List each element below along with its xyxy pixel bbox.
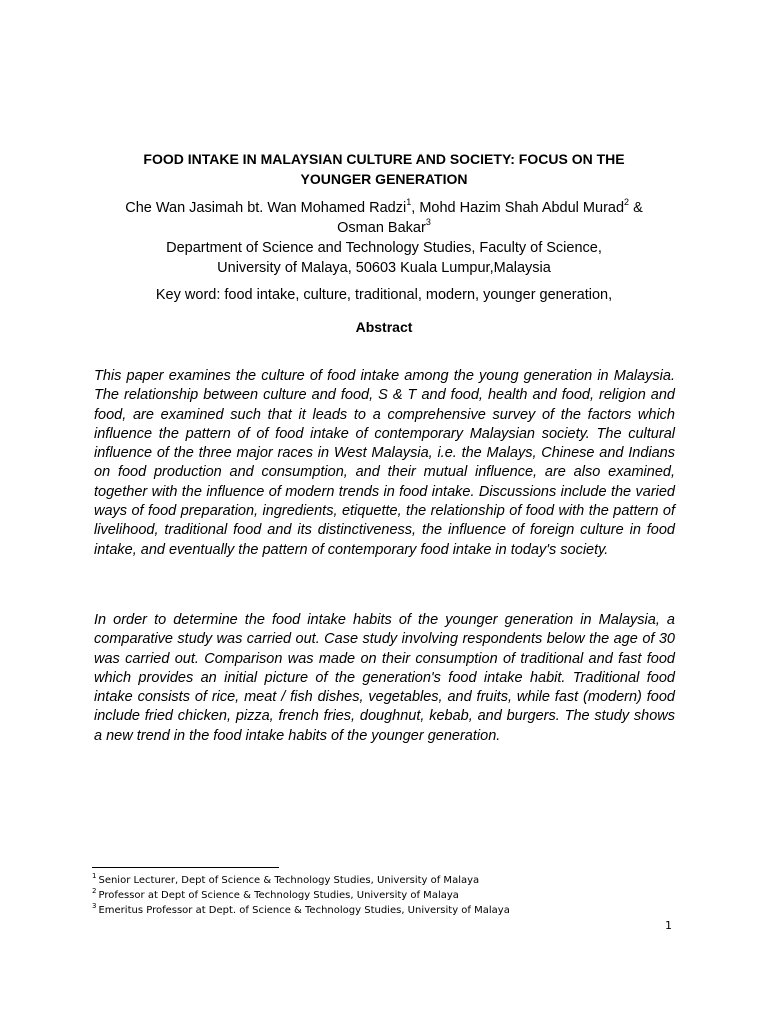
keywords: Key word: food intake, culture, traditional, modern, younger generation, (155, 287, 613, 303)
footnote-mark: 2 (92, 886, 97, 895)
author-line-2 (94, 218, 674, 238)
footnotes (92, 873, 692, 918)
author-block (94, 198, 674, 278)
footnote-1 (92, 873, 692, 888)
footnote-text: Emeritus Professor at Dept. of Science & Technology Studies, University of Malaya (98, 905, 510, 916)
title-line-2: YOUNGER GENERATION (300, 171, 468, 187)
author-2-name: Mohd Hazim Shah Abdul Murad (419, 200, 625, 216)
author-3-mark: 3 (425, 217, 431, 228)
affiliation-line-1: Department of Science and Technology Studies, Faculty of Science, (166, 240, 602, 256)
author-2-mark: 2 (624, 197, 630, 208)
footnote-3 (92, 903, 692, 918)
affiliation-line-2: University of Malaya, 50603 Kuala Lumpur,Malaysia (217, 260, 551, 276)
author-1-mark: 1 (406, 197, 412, 208)
page-number: 1 (665, 919, 672, 932)
author-separator-1: , (411, 200, 420, 216)
footnote-divider (92, 867, 279, 868)
paper-title (94, 149, 674, 189)
footnote-mark: 1 (92, 871, 97, 880)
author-3-name: Osman Bakar (337, 220, 426, 236)
author-1-name: Che Wan Jasimah bt. Wan Mohamed Radzi (125, 200, 407, 216)
abstract-paragraph-1: This paper examines the culture of food intake among the young generation in Malaysia. The relationship between culture and food, S & T and food, health and food, religion and food, are examined such that it leads to a comprehensive survey of the factors which influence the pattern of of food intake of contemporary Malaysian society. The cultural influence of the three major races in West Malaysia, i.e. the Malays, Chinese and Indians on food production and consumption, and their mutual influence, are also examined, together with the influence of modern trends in food intake. Discussions include the varied ways of food preparation, ingredients, etiquette, the relationship of food with the pattern of livelihood, traditional food and its distinctiveness, the influence of foreign culture in food intake, and eventually the pattern of contemporary food intake in today's society. (94, 368, 675, 558)
abstract-paragraph-2: In order to determine the food intake habits of the younger generation in Malaysia, a comparative study was carried out. Case study involving respondents below the age of 30 was carried out. Comparison was made on their consumption of traditional and fast food which provides an initial picture of the generation's food intake habit. Traditional food intake consists of rice, meat / fish dishes, vegetables, and fruits, while fast (modern) food include fried chicken, pizza, french fries, doughnut, kebab, and burgers. The study shows a new trend in the food intake habits of the younger generation. (94, 612, 675, 744)
abstract-heading: Abstract (355, 319, 413, 335)
footnote-text: Senior Lecturer, Dept of Science & Technology Studies, University of Malaya (98, 875, 480, 886)
footnote-2 (92, 888, 692, 903)
footnote-text: Professor at Dept of Science & Technology Studies, University of Malaya (98, 890, 459, 901)
footnote-mark: 3 (92, 901, 97, 910)
author-separator-2: & (629, 200, 643, 216)
title-line-1: FOOD INTAKE IN MALAYSIAN CULTURE AND SOCIETY: FOCUS ON THE (143, 151, 625, 167)
author-line-1 (94, 198, 674, 218)
